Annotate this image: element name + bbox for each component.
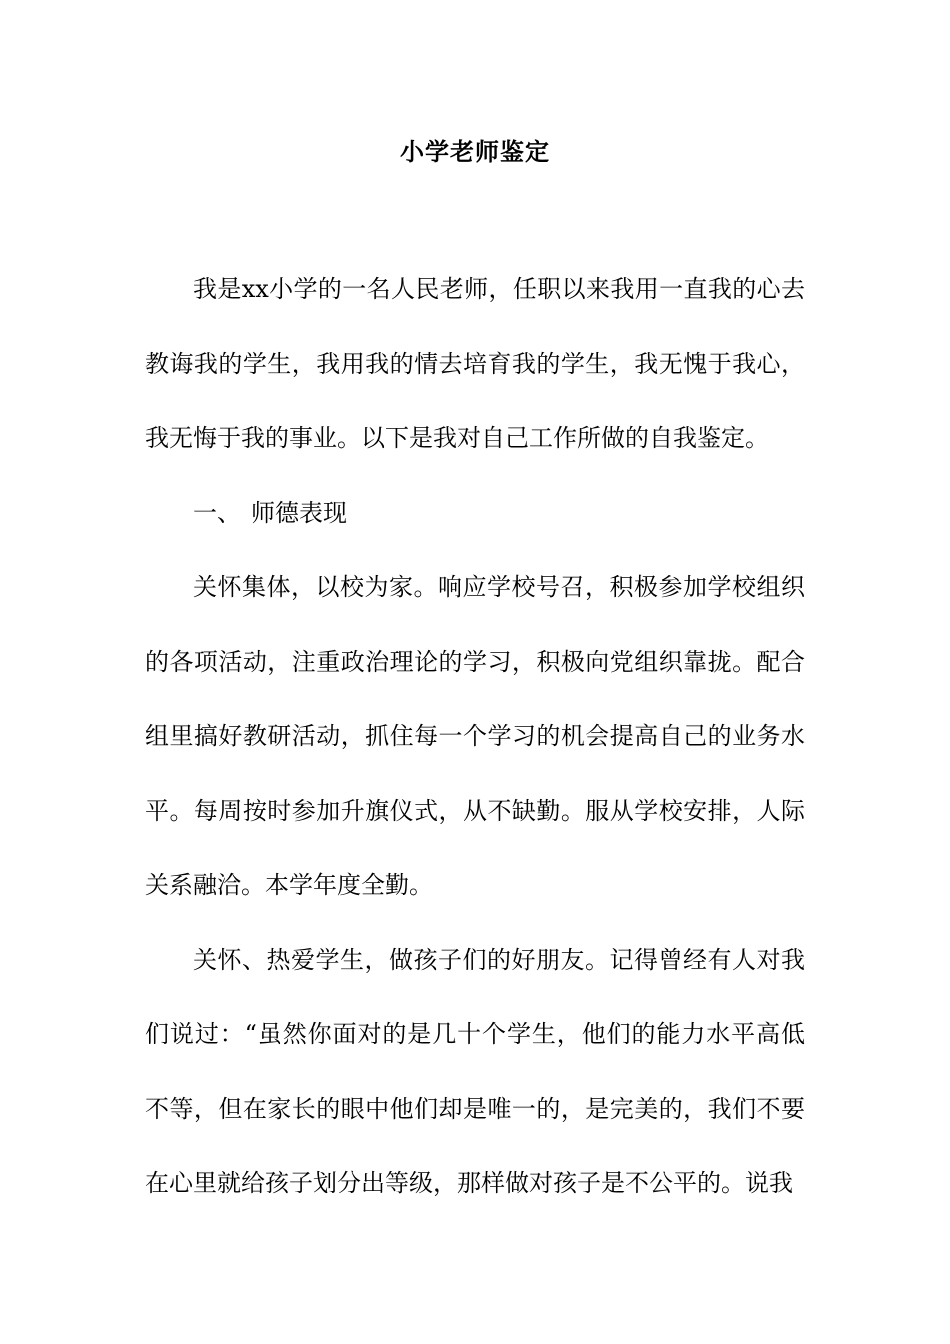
document-body [145,252,805,1221]
intro-paragraph: 我是xx小学的一名人民老师，任职以来我用一直我的心去教诲我的学生，我用我的情去培育我的学生，我无愧于我心，我无悔于我的事业。以下是我对自己工作所做的自我鉴定。 [145,275,805,452]
section-heading-text: 师德表现 [251,498,347,527]
section-number: 一、 [193,498,241,527]
section-heading [145,476,805,551]
section-paragraph-1: 关怀集体，以校为家。响应学校号召，积极参加学校组织的各项活动，注重政治理论的学习，积极向党组织靠拢。配合组里搞好教研活动，抓住每一个学习的机会提高自己的业务水平。每周按时参加升旗仪式，从不缺勤。服从学校安排，人际关系融洽。本学年度全勤。 [145,573,805,899]
section-paragraph-2: 关怀、热爱学生，做孩子们的好朋友。记得曾经有人对我们说过：“虽然你面对的是几十个学生，他们的能力水平高低不等，但在家长的眼中他们却是唯一的，是完美的，我们不要在心里就给孩子划分出等级，那样做对孩子是不公平的。说我 [145,945,805,1197]
document-title: 小学老师鉴定 [400,137,550,166]
